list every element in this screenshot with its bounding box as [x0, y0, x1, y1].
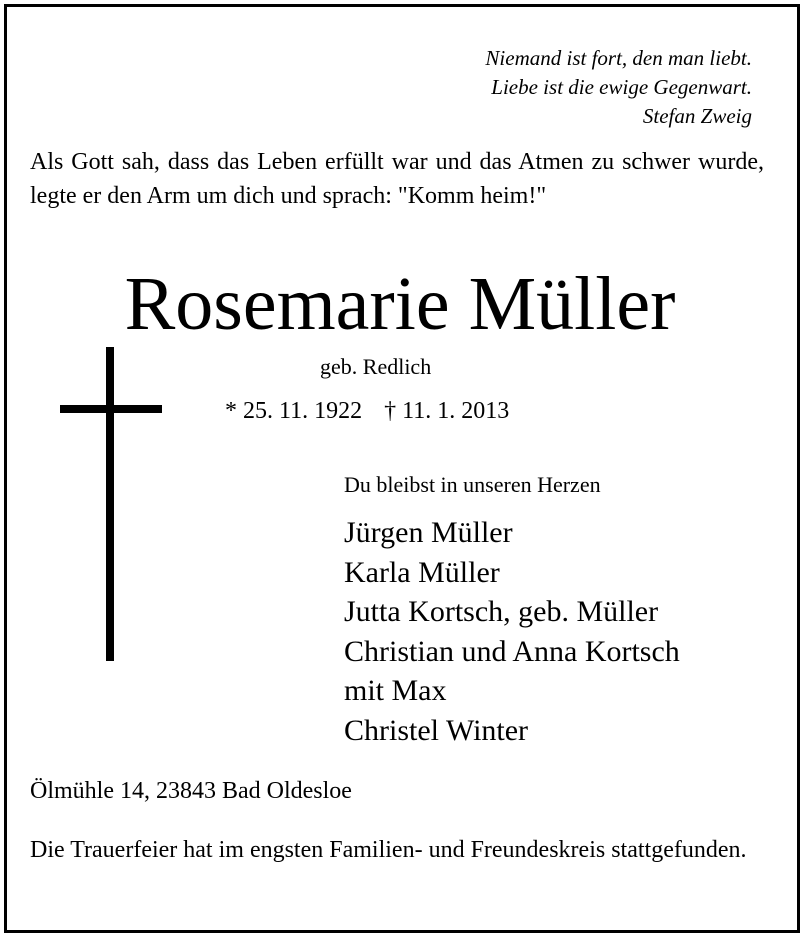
deceased-name: Rosemarie Müller	[124, 262, 676, 346]
epigraph-quote	[485, 44, 752, 131]
mourner-name: Jutta Kortsch, geb. Müller	[344, 595, 659, 628]
address: Ölmühle 14, 23843 Bad Oldesloe	[30, 778, 352, 804]
mourner-name: Christian und Anna Kortsch	[344, 634, 680, 668]
quote-line-2: Liebe ist die ewige Gegenwart.	[491, 75, 752, 99]
mourner-name: mit Max	[344, 674, 447, 707]
death-date: † 11. 1. 2013	[384, 398, 510, 424]
quote-author: Stefan Zweig	[642, 104, 752, 128]
birth-date: * 25. 11. 1922	[225, 398, 363, 424]
life-dates	[225, 396, 509, 426]
mourner-name: Karla Müller	[344, 555, 500, 589]
cross-icon-bar	[60, 405, 162, 413]
mourner-name: Christel Winter	[344, 713, 529, 747]
mourner-name: Jürgen Müller	[344, 516, 513, 549]
maiden-name: geb. Redlich	[320, 354, 432, 379]
motto: Du bleibst in unseren Herzen	[344, 472, 601, 497]
intro-text: Als Gott sah, dass das Leben erfüllt war und das Atmen zu schwer wurde, legte er den Arm um dich und sprach: "Komm heim!"	[30, 149, 764, 209]
cross-icon	[106, 347, 114, 661]
mourners-list	[344, 513, 680, 750]
quote-line-1: Niemand ist fort, den man liebt.	[485, 46, 752, 70]
funeral-note: Die Trauerfeier hat im engsten Familien- und Freundeskreis stattgefunden.	[30, 837, 747, 863]
